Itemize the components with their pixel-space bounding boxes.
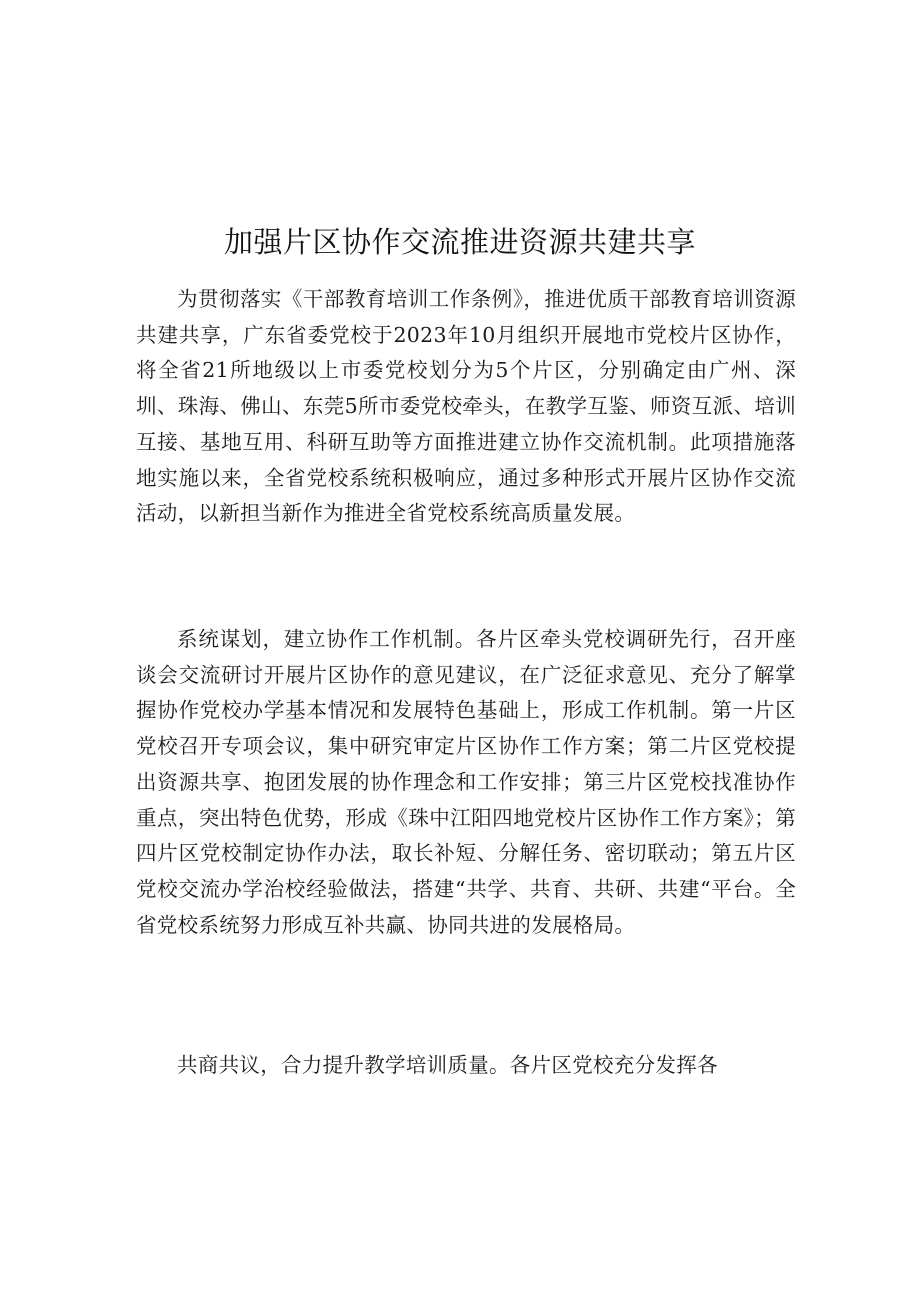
paragraph-intro: 为贯彻落实《干部教育培训工作条例》，推进优质干部教育培训资源共建共享，广东省委党校于2023年10月组织开展地市党校片区协作，将全省21所地级以上市委党校划分为5个片区，分别确定由广州、深圳、珠海、佛山、东莞5所市委党校牵头，在教学互鉴、师资互派、培训互接、基地互用、科研互助等方面推进建立协作交流机制。此项措施落地实施以来，全省党校系统积极响应，通过多种形式开展片区协作交流活动，以新担当新作为推进全省党校系统高质量发展。 bbox=[136, 287, 796, 526]
paragraph-teaching: 共商共议，合力提升教学培训质量。各片区党校充分发挥各 bbox=[177, 1053, 718, 1077]
document-title: 加强片区协作交流推进资源共建共享 bbox=[223, 225, 696, 259]
paragraph-mechanism: 系统谋划，建立协作工作机制。各片区牵头党校调研先行，召开座谈会交流研讨开展片区协作的意见建议，在广泛征求意见、充分了解掌握协作党校办学基本情况和发展特色基础上，形成工作机制。第一片区党校召开专项会议，集中研究审定片区协作工作方案；第二片区党校提出资源共享、抱团发展的协作理念和工作安排；第三片区党校找准协作重点，突出特色优势，形成《珠中江阳四地党校片区协作工作方案》；第四片区党校制定协作办法，取长补短、分解任务、密切联动；第五片区党校交流办学治校经验做法，搭建“共学、共育、共研、共建“平台。全省党校系统努力形成互补共赢、协同共进的发展格局。 bbox=[136, 627, 796, 937]
